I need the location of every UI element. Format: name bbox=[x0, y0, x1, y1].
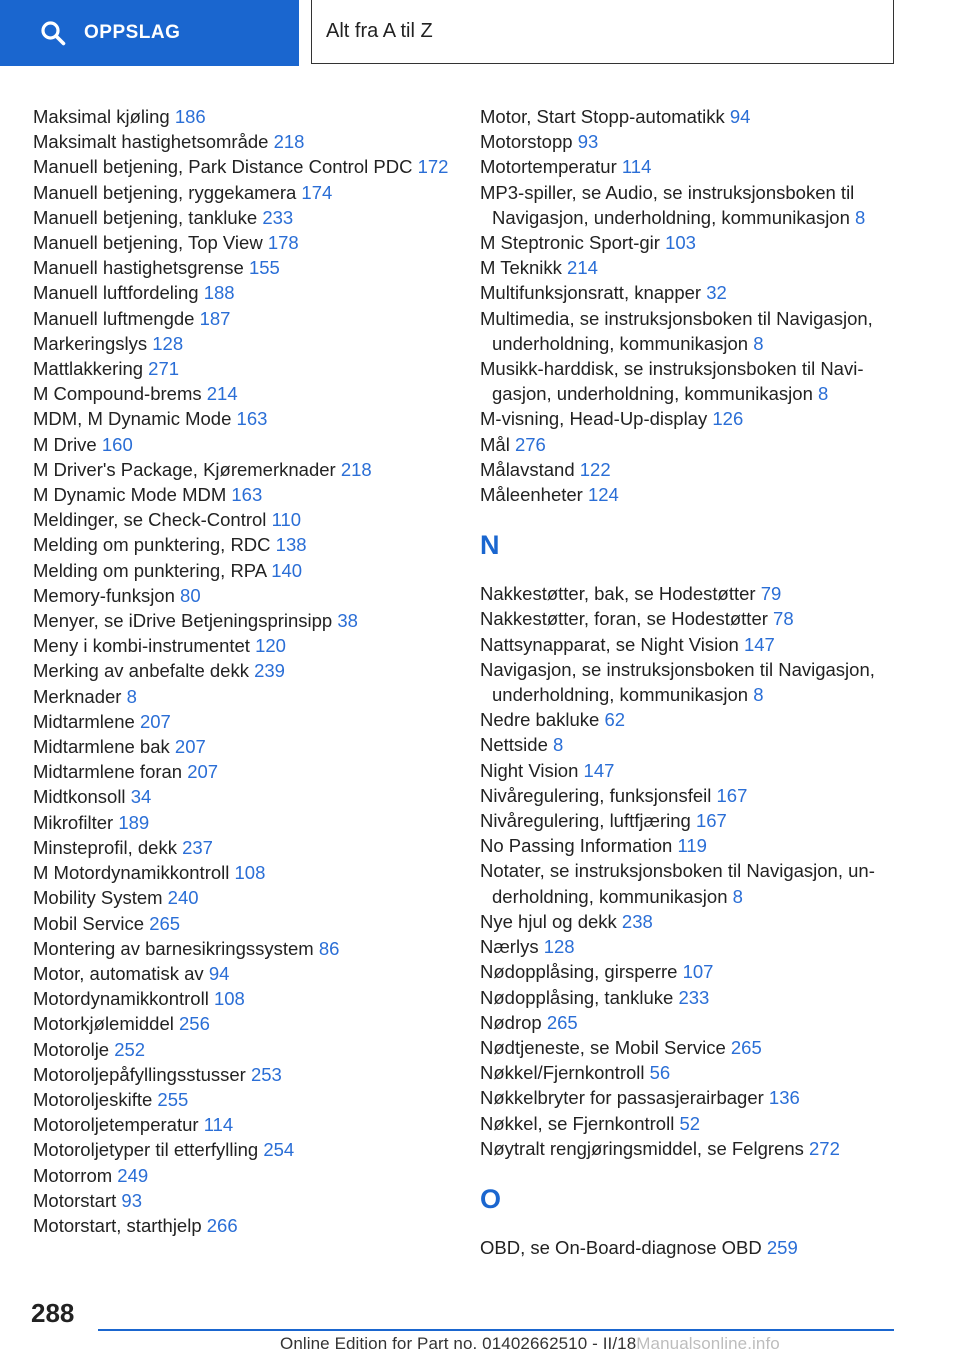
index-entry bbox=[480, 707, 900, 732]
index-entry bbox=[33, 507, 463, 532]
index-entry-page-link[interactable]: 120 bbox=[255, 635, 286, 657]
index-entry-text: Motorrom bbox=[33, 1164, 113, 1186]
index-entry-page-link[interactable]: 189 bbox=[118, 811, 150, 833]
index-entry bbox=[33, 911, 463, 936]
index-entry bbox=[33, 986, 463, 1011]
index-entry-text: No Passing Information bbox=[480, 835, 673, 857]
index-entry bbox=[480, 1060, 900, 1085]
index-entry-text: Motortemperatur bbox=[480, 156, 617, 178]
index-entry-text: Nye hjul og dekk bbox=[480, 910, 617, 932]
index-entry bbox=[480, 457, 900, 482]
index-column-left bbox=[33, 104, 463, 1238]
index-entry-page-link[interactable]: 8 bbox=[855, 206, 866, 228]
index-entry-text: Motordynamikkontroll bbox=[33, 988, 209, 1010]
index-entry-page-link[interactable]: 167 bbox=[695, 810, 727, 832]
index-entry-text: Mikrofilter bbox=[33, 811, 114, 833]
index-entry bbox=[33, 381, 463, 406]
index-entry-page-link[interactable]: 56 bbox=[649, 1062, 671, 1084]
index-entry bbox=[33, 658, 463, 683]
index-entry bbox=[480, 1035, 900, 1060]
index-entry-text: Midtarmlene bak bbox=[33, 736, 170, 758]
index-entry-page-link[interactable]: 119 bbox=[677, 835, 707, 857]
index-entry-page-link[interactable]: 207 bbox=[187, 761, 219, 783]
index-list-n bbox=[480, 581, 900, 1161]
index-entry bbox=[480, 1111, 900, 1136]
index-entry bbox=[480, 180, 900, 230]
index-entry-text: Menyer, se iDrive Betjeningsprinsipp bbox=[33, 610, 333, 632]
index-entry-page-link[interactable]: 108 bbox=[213, 988, 245, 1010]
index-entry-page-link[interactable]: 103 bbox=[665, 232, 696, 254]
index-entry bbox=[33, 356, 463, 381]
index-entry-page-link[interactable]: 265 bbox=[730, 1036, 762, 1058]
section-title: Alt fra A til Z bbox=[326, 20, 433, 42]
index-entry bbox=[33, 558, 463, 583]
index-entry-page-link[interactable]: 79 bbox=[760, 583, 782, 605]
lookup-tab-label: OPPSLAG bbox=[84, 22, 181, 43]
index-entry-text: OBD, se On-Board-diagnose OBD bbox=[480, 1236, 762, 1258]
index-entry-page-link[interactable]: 94 bbox=[208, 962, 230, 984]
footer-divider bbox=[98, 1329, 894, 1331]
index-entry-page-link[interactable]: 239 bbox=[254, 660, 285, 682]
index-entry-page-link[interactable]: 93 bbox=[121, 1189, 142, 1211]
index-entry-text: Mål bbox=[480, 433, 510, 455]
index-entry-text: Motoroljetemperatur bbox=[33, 1114, 199, 1136]
index-entry-page-link[interactable]: 140 bbox=[271, 559, 303, 581]
edition-text: Online Edition for Part no. 01402662510 - II/18 bbox=[280, 1334, 637, 1353]
index-entry-text: Motoroljepåfyllingsstusser bbox=[33, 1063, 246, 1085]
index-entry bbox=[480, 1235, 900, 1260]
index-entry-page-link[interactable]: 86 bbox=[318, 937, 340, 959]
index-entry-page-link[interactable]: 187 bbox=[199, 307, 231, 329]
index-entry-text: Manuell betjening, Park Distance Control PDC bbox=[33, 156, 413, 178]
index-entry-page-link[interactable]: 108 bbox=[234, 862, 266, 884]
index-entry bbox=[33, 205, 463, 230]
index-entry bbox=[480, 432, 900, 457]
index-entry bbox=[33, 885, 463, 910]
index-entry-page-link[interactable]: 107 bbox=[682, 961, 714, 983]
index-entry-page-link[interactable]: 218 bbox=[340, 458, 372, 480]
index-entry-text: Montering av barnesikringssystem bbox=[33, 937, 314, 959]
index-entry-page-link[interactable]: 207 bbox=[139, 710, 171, 732]
index-entry-page-link[interactable]: 271 bbox=[148, 358, 180, 380]
index-entry-text: Nedre bakluke bbox=[480, 709, 600, 731]
index-entry-page-link[interactable]: 256 bbox=[179, 1013, 210, 1035]
index-entry-text: Nødrop bbox=[480, 1011, 542, 1033]
index-entry bbox=[480, 581, 900, 606]
index-entry-text: Mobility System bbox=[33, 887, 163, 909]
index-entry bbox=[33, 684, 463, 709]
index-entry bbox=[33, 406, 463, 431]
index-entry-page-link[interactable]: 8 bbox=[126, 685, 137, 707]
index-entry-text: Manuell luftfordeling bbox=[33, 282, 199, 304]
index-entry bbox=[480, 129, 900, 154]
index-entry-text: Nødopplåsing, girsperre bbox=[480, 961, 678, 983]
index-entry-page-link[interactable]: 94 bbox=[729, 106, 751, 127]
index-entry bbox=[33, 1037, 463, 1062]
index-entry-page-link[interactable]: 172 bbox=[417, 156, 449, 178]
index-entry-page-link[interactable]: 249 bbox=[117, 1164, 149, 1186]
index-entry-text: Manuell betjening, Top View bbox=[33, 232, 263, 254]
index-entry-text: Motorstart, starthjelp bbox=[33, 1214, 202, 1236]
index-entry-text: Maksimalt hastighetsområde bbox=[33, 131, 269, 153]
index-entry-text: M Compound-brems bbox=[33, 383, 202, 405]
index-entry-text: Nødtjeneste, se Mobil Service bbox=[480, 1036, 726, 1058]
index-entry-page-link[interactable]: 214 bbox=[567, 257, 598, 279]
index-entry bbox=[33, 331, 463, 356]
index-entry bbox=[480, 783, 900, 808]
index-list-o bbox=[480, 1235, 900, 1260]
index-entry-page-link[interactable]: 186 bbox=[174, 106, 206, 127]
index-entry bbox=[480, 657, 900, 707]
index-entry bbox=[33, 1137, 463, 1162]
index-entry-text: Måleenheter bbox=[480, 484, 583, 506]
index-entry bbox=[33, 810, 463, 835]
index-entry-text: Markeringslys bbox=[33, 332, 148, 354]
index-entry-page-link[interactable]: 163 bbox=[231, 484, 263, 506]
index-entry-text: Manuell betjening, tankluke bbox=[33, 206, 258, 228]
index-entry-text: Motor, automatisk av bbox=[33, 962, 204, 984]
index-entry-text: M Teknikk bbox=[480, 257, 562, 279]
index-entry bbox=[33, 1087, 463, 1112]
index-entry bbox=[480, 858, 900, 908]
index-entry-page-link[interactable]: 233 bbox=[678, 986, 710, 1008]
index-entry-page-link[interactable]: 178 bbox=[267, 232, 299, 254]
index-entry-page-link[interactable]: 207 bbox=[174, 736, 206, 758]
index-entry-page-link[interactable]: 52 bbox=[679, 1112, 701, 1134]
index-entry-page-link[interactable]: 147 bbox=[583, 759, 615, 781]
index-entry-page-link[interactable]: 138 bbox=[275, 534, 307, 556]
index-entry bbox=[480, 934, 900, 959]
index-entry bbox=[480, 154, 900, 179]
index-entry-page-link[interactable]: 163 bbox=[236, 408, 268, 430]
index-entry-page-link[interactable]: 8 bbox=[753, 332, 764, 354]
index-entry-page-link[interactable]: 252 bbox=[114, 1038, 146, 1060]
index-entry-page-link[interactable]: 237 bbox=[182, 836, 213, 858]
index-entry-text: Midtarmlene bbox=[33, 710, 135, 732]
index-entry bbox=[33, 432, 463, 457]
index-entry-page-link[interactable]: 38 bbox=[337, 610, 358, 632]
index-entry-text: Navigasjon, se instruksjonsboken til Navigasjon, underholdning, kommunikasjon bbox=[480, 658, 875, 706]
index-entry bbox=[33, 104, 463, 129]
index-entry-page-link[interactable]: 93 bbox=[577, 131, 599, 153]
index-entry-text: Nærlys bbox=[480, 936, 539, 958]
index-entry bbox=[480, 104, 900, 129]
index-entry-page-link[interactable]: 214 bbox=[206, 383, 238, 405]
index-entry-page-link[interactable]: 122 bbox=[579, 458, 611, 480]
index-entry-text: Meny i kombi-instrumentet bbox=[33, 635, 250, 657]
lookup-tab[interactable] bbox=[0, 0, 299, 66]
index-entry bbox=[33, 608, 463, 633]
index-entry-text: Nakkestøtter, foran, se Hodestøtter bbox=[480, 608, 768, 630]
index-entry-page-link[interactable]: 218 bbox=[273, 131, 305, 153]
search-icon bbox=[40, 20, 66, 46]
index-entry-page-link[interactable]: 233 bbox=[262, 206, 294, 228]
index-entry-text: Motoroljeskifte bbox=[33, 1088, 153, 1110]
index-entry bbox=[480, 356, 900, 406]
index-entry-text: Nattsynapparat, se Night Vision bbox=[480, 633, 739, 655]
index-entry bbox=[480, 959, 900, 984]
index-entry-text: Meldinger, se Check-Control bbox=[33, 509, 267, 531]
index-entry-text: Nivåregulering, funksjonsfeil bbox=[480, 784, 712, 806]
index-entry bbox=[480, 985, 900, 1010]
page-number: 288 bbox=[31, 1298, 75, 1328]
index-entry bbox=[480, 482, 900, 507]
index-entry-text: Nivåregulering, luftfjæring bbox=[480, 810, 691, 832]
index-entry-text: M Drive bbox=[33, 433, 97, 455]
index-entry-text: Melding om punktering, RDC bbox=[33, 534, 271, 556]
index-entry-page-link[interactable]: 276 bbox=[514, 433, 546, 455]
index-entry-text: MDM, M Dynamic Mode bbox=[33, 408, 232, 430]
index-entry-text: Manuell betjening, ryggekamera bbox=[33, 181, 297, 203]
index-entry-text: Multifunksjonsratt, knapper bbox=[480, 282, 702, 304]
index-entry bbox=[33, 129, 463, 154]
index-entry bbox=[33, 457, 463, 482]
index-entry bbox=[480, 833, 900, 858]
index-entry bbox=[33, 306, 463, 331]
index-entry bbox=[33, 1163, 463, 1188]
index-entry bbox=[33, 784, 463, 809]
index-entry-text: Notater, se instruksjonsboken til Navigasjon, un-derholdning, kommunikasjon bbox=[480, 860, 875, 907]
index-entry-text: Motorstart bbox=[33, 1189, 117, 1211]
index-entry-page-link[interactable]: 259 bbox=[766, 1236, 798, 1258]
index-entry-text: Merking av anbefalte dekk bbox=[33, 660, 249, 682]
index-entry bbox=[480, 732, 900, 757]
index-entry bbox=[33, 709, 463, 734]
index-entry-page-link[interactable]: 266 bbox=[206, 1214, 238, 1236]
index-entry bbox=[33, 255, 463, 280]
index-entry-text: Motoroljetyper til etterfylling bbox=[33, 1139, 259, 1161]
index-entry-page-link[interactable]: 147 bbox=[743, 633, 775, 655]
index-entry bbox=[33, 860, 463, 885]
index-entry bbox=[480, 406, 900, 431]
index-entry-text: Melding om punktering, RPA bbox=[33, 559, 267, 581]
letter-heading-n: N bbox=[480, 530, 500, 561]
index-entry bbox=[480, 230, 900, 255]
index-list-m-continued bbox=[480, 104, 900, 507]
index-entry-text: M-visning, Head-Up-display bbox=[480, 408, 708, 430]
index-entry bbox=[33, 1213, 463, 1238]
index-entry bbox=[480, 280, 900, 305]
index-entry bbox=[480, 808, 900, 833]
index-entry bbox=[33, 583, 463, 608]
index-entry bbox=[33, 835, 463, 860]
index-entry-page-link[interactable]: 80 bbox=[180, 584, 201, 606]
index-entry bbox=[480, 255, 900, 280]
index-entry-text: Nettside bbox=[480, 734, 548, 756]
index-entry bbox=[480, 909, 900, 934]
index-entry bbox=[480, 632, 900, 657]
index-entry-text: Maksimal kjøling bbox=[33, 106, 170, 127]
index-entry bbox=[33, 734, 463, 759]
index-entry bbox=[33, 180, 463, 205]
index-entry-page-link[interactable]: 188 bbox=[203, 282, 235, 304]
index-entry-text: Minsteprofil, dekk bbox=[33, 836, 177, 858]
index-entry-text: Multimedia, se instruksjonsboken til Navigasjon, underholdning, kommunikasjon bbox=[480, 307, 873, 354]
index-entry-page-link[interactable]: 8 bbox=[818, 383, 829, 405]
index-entry bbox=[33, 1011, 463, 1036]
index-column-right bbox=[480, 104, 900, 1260]
index-entry-text: Memory-funksjon bbox=[33, 584, 175, 606]
index-entry bbox=[33, 1112, 463, 1137]
index-entry bbox=[33, 482, 463, 507]
letter-heading-o: O bbox=[480, 1183, 502, 1214]
index-entry-page-link[interactable]: 255 bbox=[157, 1088, 189, 1110]
index-entry-text: Merknader bbox=[33, 685, 122, 707]
index-entry-page-link[interactable]: 110 bbox=[271, 509, 302, 531]
index-entry-text: Motorkjølemiddel bbox=[33, 1013, 174, 1035]
index-entry-page-link[interactable]: 126 bbox=[712, 408, 744, 430]
index-entry-text: Night Vision bbox=[480, 759, 579, 781]
index-entry bbox=[33, 633, 463, 658]
index-entry-text: M Driver's Package, Kjøremerknader bbox=[33, 458, 336, 480]
index-entry-page-link[interactable]: 32 bbox=[706, 282, 727, 304]
index-entry-page-link[interactable]: 253 bbox=[250, 1063, 282, 1085]
index-entry-page-link[interactable]: 124 bbox=[587, 484, 619, 506]
index-entry-page-link[interactable]: 174 bbox=[301, 181, 333, 203]
footer-edition bbox=[280, 1334, 920, 1354]
index-entry-text: Nøkkel/Fjernkontroll bbox=[480, 1062, 645, 1084]
index-entry-page-link[interactable]: 8 bbox=[732, 885, 743, 907]
index-entry-text: Målavstand bbox=[480, 458, 575, 480]
page-header bbox=[0, 0, 960, 66]
index-entry-page-link[interactable]: 238 bbox=[621, 910, 653, 932]
index-entry bbox=[480, 306, 900, 356]
index-entry-page-link[interactable]: 114 bbox=[621, 156, 652, 178]
index-entry bbox=[480, 1010, 900, 1035]
index-entry-page-link[interactable]: 155 bbox=[248, 257, 280, 279]
index-entry bbox=[33, 154, 463, 179]
index-entry-text: Motor, Start Stopp-automatikk bbox=[480, 106, 725, 127]
index-entry-text: Nakkestøtter, bak, se Hodestøtter bbox=[480, 583, 756, 605]
index-entry-text: Manuell luftmengde bbox=[33, 307, 195, 329]
index-entry-text: M Motordynamikkontroll bbox=[33, 862, 230, 884]
index-entry-text: Nøkkelbryter for passasjerairbager bbox=[480, 1087, 764, 1109]
index-entry-page-link[interactable]: 8 bbox=[553, 734, 564, 756]
index-entry-text: Mattlakkering bbox=[33, 358, 144, 380]
section-title-tab bbox=[311, 0, 894, 64]
index-entry bbox=[33, 532, 463, 557]
index-entry-page-link[interactable]: 62 bbox=[604, 709, 626, 731]
index-entry bbox=[33, 961, 463, 986]
index-entry-page-link[interactable]: 136 bbox=[768, 1087, 800, 1109]
index-entry bbox=[33, 759, 463, 784]
index-entry bbox=[480, 1085, 900, 1110]
index-entry bbox=[480, 758, 900, 783]
index-entry-text: Mobil Service bbox=[33, 912, 145, 934]
index-entry bbox=[33, 230, 463, 255]
index-entry-page-link[interactable]: 167 bbox=[716, 784, 748, 806]
index-entry-page-link[interactable]: 34 bbox=[130, 786, 152, 808]
index-entry-text: Musikk-harddisk, se instruksjonsboken til Navi-gasjon, underholdning, kommunikasjon bbox=[480, 358, 864, 405]
index-entry-page-link[interactable]: 128 bbox=[543, 936, 575, 958]
index-entry-text: Motorolje bbox=[33, 1038, 110, 1060]
index-entry bbox=[33, 1188, 463, 1213]
index-entry-page-link[interactable]: 8 bbox=[753, 684, 764, 706]
index-entry bbox=[33, 280, 463, 305]
index-entry bbox=[33, 936, 463, 961]
index-entry-page-link[interactable]: 114 bbox=[203, 1114, 234, 1136]
watermark: Manualsonline.info bbox=[636, 1334, 780, 1353]
index-entry bbox=[480, 606, 900, 631]
index-entry-text: Midtarmlene foran bbox=[33, 761, 183, 783]
index-entry-page-link[interactable]: 272 bbox=[809, 1137, 840, 1159]
index-entry-text: Nøkkel, se Fjernkontroll bbox=[480, 1112, 675, 1134]
index-entry-page-link[interactable]: 240 bbox=[167, 887, 199, 909]
index-entry-text: Motorstopp bbox=[480, 131, 573, 153]
index-entry-page-link[interactable]: 265 bbox=[546, 1011, 578, 1033]
index-entry-text: MP3-spiller, se Audio, se instruksjonsboken til Navigasjon, underholdning, kommunikasjon bbox=[480, 181, 855, 228]
index-entry-page-link[interactable]: 254 bbox=[263, 1139, 295, 1161]
index-entry-page-link[interactable]: 160 bbox=[101, 433, 133, 455]
index-entry-text: M Steptronic Sport-gir bbox=[480, 232, 660, 254]
index-entry-text: Manuell hastighetsgrense bbox=[33, 257, 244, 279]
index-entry-page-link[interactable]: 128 bbox=[152, 332, 184, 354]
index-entry-page-link[interactable]: 265 bbox=[149, 912, 181, 934]
index-entry bbox=[33, 1062, 463, 1087]
index-entry-text: Midtkonsoll bbox=[33, 786, 126, 808]
index-entry-text: Nøytralt rengjøringsmiddel, se Felgrens bbox=[480, 1137, 804, 1159]
index-entry bbox=[480, 1136, 900, 1161]
index-entry-page-link[interactable]: 78 bbox=[773, 608, 794, 630]
index-entry-text: M Dynamic Mode MDM bbox=[33, 484, 227, 506]
index-entry-text: Nødopplåsing, tankluke bbox=[480, 986, 674, 1008]
